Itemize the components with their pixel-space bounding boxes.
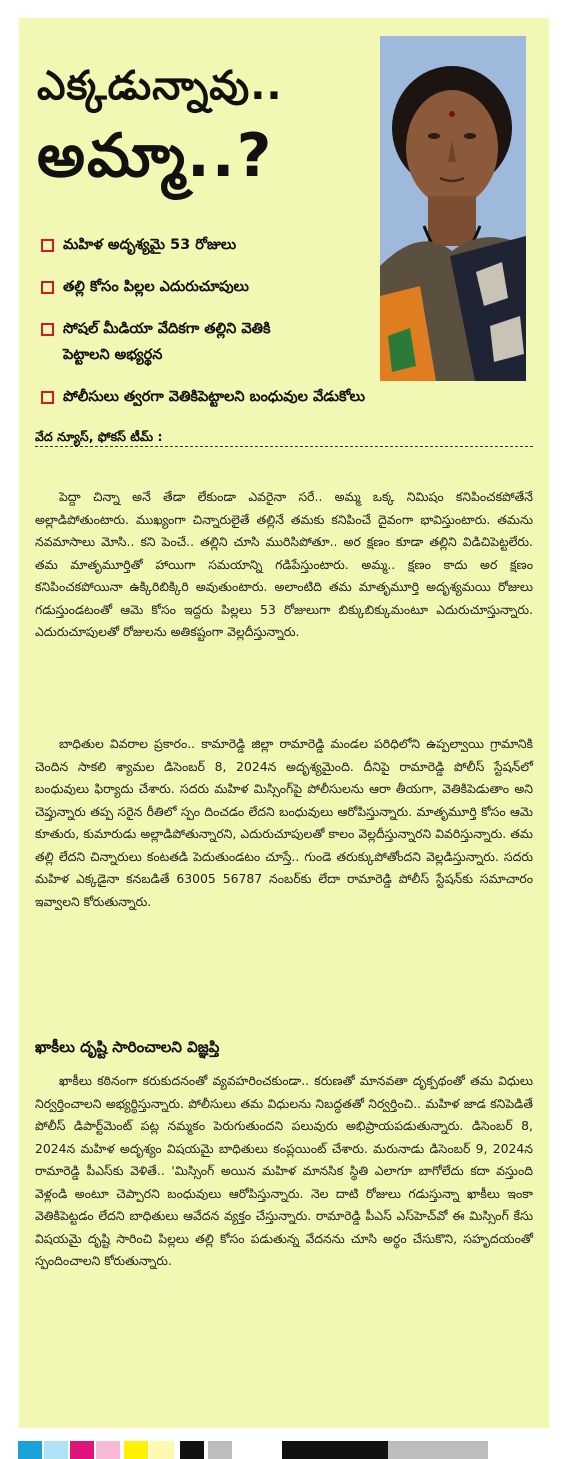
section-subheading: ఖాకీలు దృష్టి సారించాలని విజ్ఞప్తి [35, 1038, 220, 1056]
color-swatch [44, 1441, 68, 1459]
square-bullet-icon [41, 281, 54, 294]
print-color-bar [0, 1441, 564, 1459]
color-swatch [124, 1441, 148, 1459]
square-bullet-icon [41, 239, 54, 252]
color-swatch [150, 1441, 174, 1459]
headline-line-1: ఎక్కడున్నావు.. [37, 63, 283, 109]
color-swatch [180, 1441, 204, 1459]
byline: వేద న్యూస్, ఫోకస్ టీమ్ : [35, 429, 163, 444]
paragraph-2: బాధితుల వివరాల ప్రకారం.. కామారెడ్డి జిల్లా రామారెడ్డి మండల పరిధిలోని ఉప్పల్వాయి గ్రామానికి చెందిన సాకలి శ్యామల డిసెంబర్ 8, 2024న అదృశ్యమైంది. దీనిపై రామారెడ్డి పోలీస్ స్టేషన్‌లో బంధువులు ఫిర్యాదు చేశారు. సదరు మహిళ మిస్సింగ్‌పై పోలీసులను ఆరా తీయగా, వెతికిపెడుతాం అని చెప్తున్నారు తప్ప సరైన రీతిలో స్పం దించడం లేదని బంధువులు ఆరోపిస్తున్నారు. మాతృమూర్తి కోసం ఆమె కూతురు, కుమారుడు అల్లాడిపోతున్నారని, ఎదురుచూపులతో కాలం వెల్లదీస్తున్నారని వివరిస్తున్నారు. తమ తల్లి లేదని చిన్నారులు కంటతడి పెదుతుండటం చూస్తే.. గుండె తరుక్కుపోతోందని వెల్లడిస్తున్నారు. సదరు మహిళ ఎక్కడైనా కనబడితే 63005 56787 నంబర్‌కు లేదా రామారెడ్డి పోలీస్ స్టేషన్‌కు సమాచారం ఇవ్వాలని కోరుతున్నారు. [35, 736, 533, 909]
highlight-item [41, 232, 541, 258]
headline [37, 60, 389, 198]
square-bullet-icon [41, 391, 54, 404]
color-swatch [96, 1441, 120, 1459]
color-swatch [18, 1441, 42, 1459]
square-bullet-icon [41, 323, 54, 336]
highlight-item [41, 316, 313, 368]
highlight-text: పోలీసులు త్వరగా వెతికిపెట్టాలని బంధువుల వేడుకోలు [63, 389, 365, 405]
highlight-text: సోషల్ మీడియా వేదికగా తల్లిని వెతికి పెట్టాలని అభ్యర్థన [63, 321, 271, 363]
byline-divider [35, 446, 533, 447]
color-swatch [282, 1441, 388, 1459]
highlights-list [41, 232, 541, 426]
color-swatch [208, 1441, 232, 1459]
color-swatch [70, 1441, 94, 1459]
highlight-text: మహిళ అదృశ్యమై 53 రోజులు [63, 237, 237, 253]
highlight-text: తల్లి కోసం పిల్లల ఎదురుచూపులు [63, 279, 249, 295]
news-article [19, 18, 549, 1428]
paragraph-3: ఖాకీలు కఠినంగా కరుకుదనంతో వ్యవహరించకుండా.. కరుణతో మానవతా దృక్పథంతో తమ విధులు నిర్వర్తించాలని అభ్యర్థిస్తున్నారు. పోలీసులు తమ విధులను నిబద్ధతతో నిర్వర్తించి.. మహిళ జాడ కనిపెడితే పోలీస్ డిపార్ట్‌మెంట్ పట్ల నమ్మకం పెరుగుతుందని పలువురు అభిప్రాయపడుతున్నారు. డిసెంబర్ 8, 2024న మహిళ అదృశ్యం విషయమై బాధితులు కంప్లయింట్ చేశారు. మరునాడు డిసెంబర్ 9, 2024న రామారెడ్డి పీఎస్‌కు వెళితే.. 'మిస్సింగ్ అయిన మహిళ మానసిక స్థితి ఎలాగూ బాగోలేదు కదా వస్తుంది వెళ్లండి అంటూ చెప్పారని బంధువులు ఆరోపిస్తున్నారు. నెల దాటి రోజులు గడుస్తున్నా ఖాకీలు ఇంకా వెతికిపెట్టడం లేదని బాధితులు ఆవేదన వ్యక్తం చేస్తున్నారు. రామారెడ్డి పీఎస్ ఎస్‌హెచ్‌వో ఈ మిస్సింగ్ కేసు విషయమై దృష్టి సారించి పిల్లలు తల్లి కోసం పడుతున్న వేదనను చూసి అర్థం చేసుకొని, సహృదయంతో స్పందించాలని కోరుతున్నారు. [35, 1073, 533, 1268]
paragraph-1: పెద్దా చిన్నా అనే తేడా లేకుండా ఎవరైనా సరే.. అమ్మ ఒక్క నిమిషం కనిపించకపోతేనే అల్లాడిపోతుంటారు. ముఖ్యంగా చిన్నారులైతే తల్లినే తమకు కనిపించే దైవంగా భావిస్తుంటారు. తమను నవమాసాలు మోసి.. కని పెంచే.. తల్లిని చూసి మురిసిపోతూ.. అర క్షణం కూడా తల్లిని విడిచిపెట్టలేరు. తమ మాతృమూర్తితో హాయిగా సమయాన్ని గడిపేస్తుంటారు. అమ్మ.. క్షణం కాదు అర క్షణం కనిపించకపోయినా ఉక్కిరిబిక్కిరి అవుతుంటారు. అలాంటిది తమ మాతృమూర్తి అదృశ్యమయి రోజులు గడుస్తుండటంతో ఆమె కోసం ఇద్దరు పిల్లలు 53 రోజులుగా బిక్కుబిక్కుమంటూ ఎదురుచూస్తున్నారు. ఎదురుచూపులతో రోజులను అతికష్టంగా వెల్లదీస్తున్నారు. [35, 489, 533, 639]
color-swatch [388, 1441, 488, 1459]
highlight-item [41, 274, 541, 300]
headline-line-2: అమ్మా..? [37, 121, 274, 191]
highlight-item [41, 384, 541, 410]
